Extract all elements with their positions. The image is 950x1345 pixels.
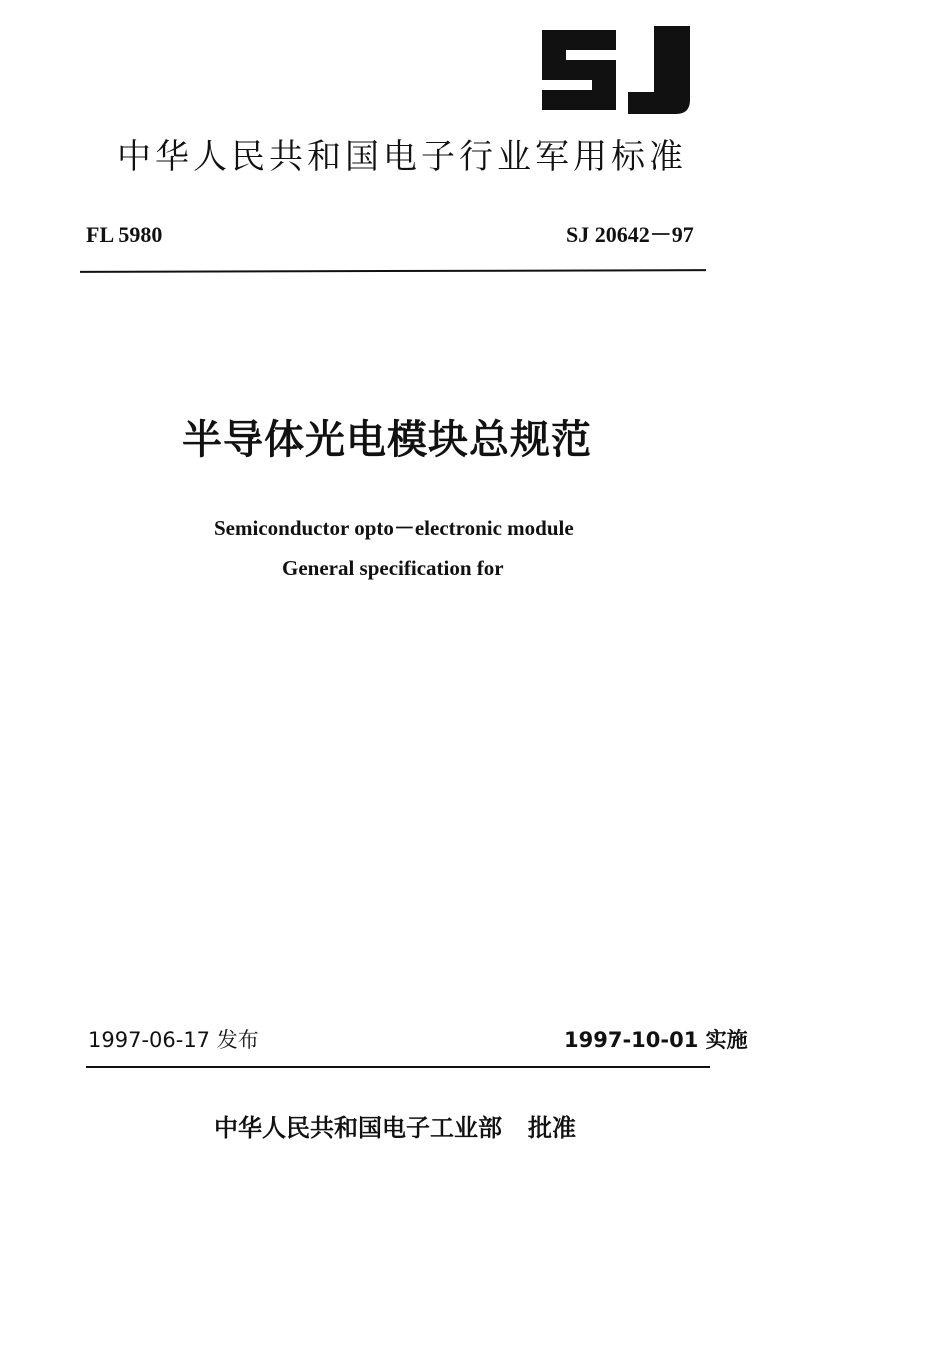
org-title: 中华人民共和国电子行业军用标准: [117, 137, 687, 177]
sj-logo: [536, 20, 696, 120]
approver-line: [214, 1116, 576, 1140]
approver-org: 中华人民共和国电子工业部: [214, 1114, 502, 1142]
title-en-line2: General specification for: [282, 556, 504, 580]
header-divider: [80, 269, 706, 273]
classification-code: FL 5980: [86, 222, 163, 247]
sj-logo-graphic: [536, 20, 696, 120]
title-cn: 半导体光电模块总规范: [182, 417, 592, 463]
approver-action: 批准: [528, 1114, 576, 1142]
title-en-line1: Semiconductor opto－electronic module: [214, 516, 574, 540]
standard-number: SJ 20642－97: [566, 222, 694, 247]
effective-date: 1997-10-01 实施: [564, 1028, 748, 1052]
issue-date: 1997-06-17 发布: [88, 1028, 259, 1052]
footer-divider: [86, 1066, 710, 1068]
